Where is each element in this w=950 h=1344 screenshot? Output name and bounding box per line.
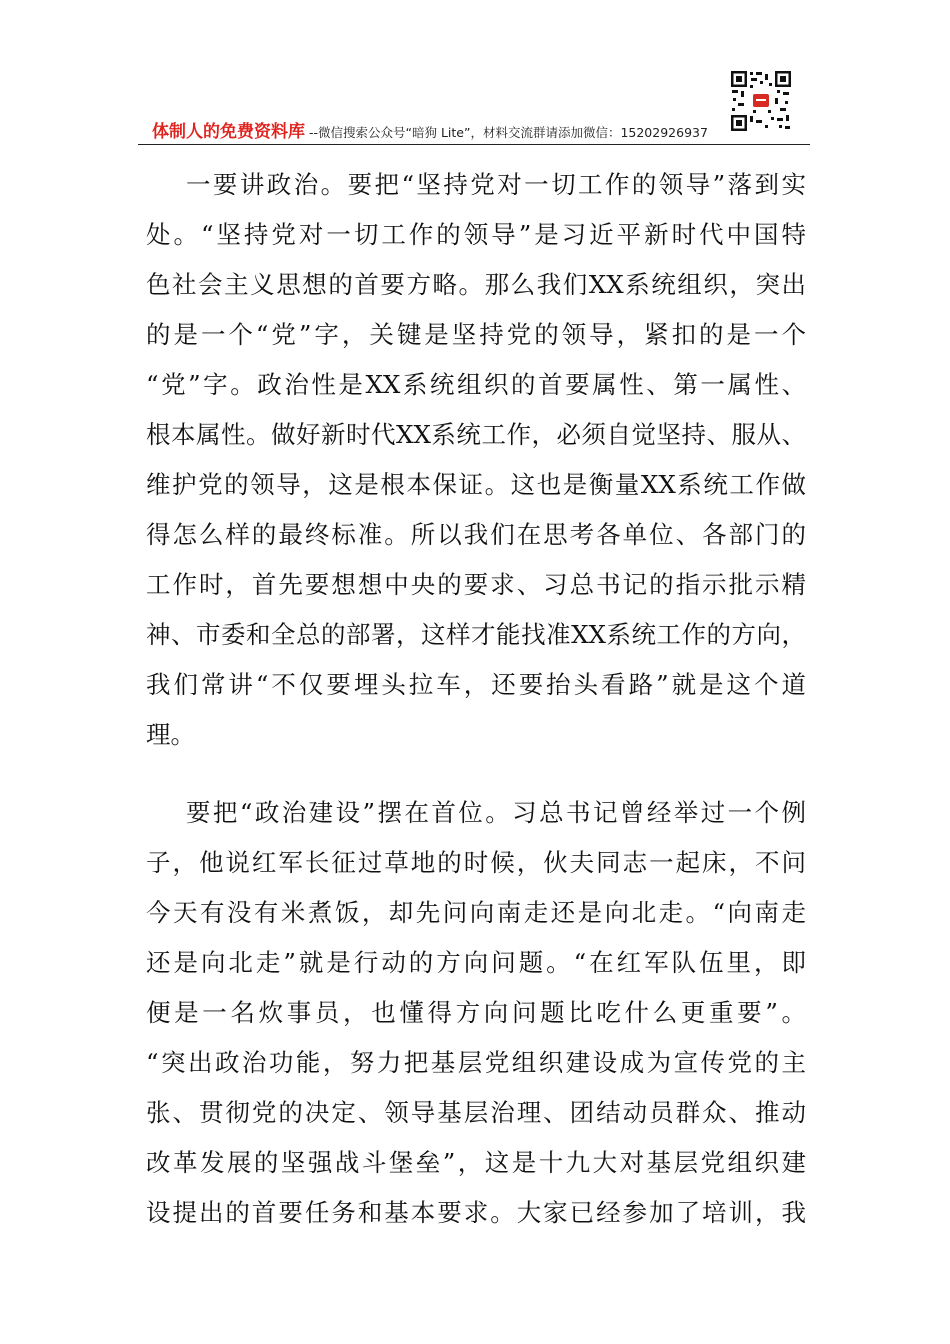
text-line: 张、贯彻党的决定、领导基层治理、团结动员群众、推动 bbox=[146, 1098, 806, 1127]
text-line: 得怎么样的最终标准。所以我们在思考各单位、各部门的 bbox=[146, 520, 806, 549]
text-line: 还是向北走”就是行动的方向问题。“在红军队伍里，即 bbox=[146, 948, 806, 977]
text-line: 色社会主义思想的首要方略。那么我们XX系统组织，突出 bbox=[146, 270, 806, 299]
header-banner bbox=[152, 122, 708, 143]
text-line: 理。 bbox=[146, 720, 195, 749]
text-line: 设提出的首要任务和基本要求。大家已经参加了培训，我 bbox=[146, 1198, 806, 1227]
header-brand: 体制人的免费资料库 bbox=[152, 122, 305, 142]
text-line: 今天有没有米煮饭，却先问向南走还是向北走。“向南走 bbox=[146, 898, 806, 927]
page-header bbox=[138, 70, 810, 146]
text-line: 我们常讲“不仅要埋头拉车，还要抬头看路”就是这个道 bbox=[146, 670, 806, 699]
text-line: 处。“坚持党对一切工作的领导”是习近平新时代中国特 bbox=[146, 220, 806, 249]
text-line: 要把“政治建设”摆在首位。习总书记曾经举过一个例 bbox=[186, 798, 806, 827]
header-divider bbox=[138, 144, 810, 145]
paragraph-1 bbox=[146, 160, 806, 760]
text-line: 维护党的领导，这是根本保证。这也是衡量XX系统工作做 bbox=[146, 470, 806, 499]
text-line: 神、市委和全总的部署，这样才能找准XX系统工作的方向， bbox=[146, 620, 806, 649]
text-line: 改革发展的坚强战斗堡垒”，这是十九大对基层党组织建 bbox=[146, 1148, 806, 1177]
document-body bbox=[146, 160, 806, 1266]
text-line: “突出政治功能，努力把基层党组织建设成为宣传党的主 bbox=[146, 1048, 806, 1077]
text-line: 的是一个“党”字，关键是坚持党的领导，紧扣的是一个 bbox=[146, 320, 806, 349]
text-line: 工作时，首先要想想中央的要求、习总书记的指示批示精 bbox=[146, 570, 806, 599]
qr-code-icon bbox=[730, 70, 792, 132]
text-line: 一要讲政治。要把“坚持党对一切工作的领导”落到实 bbox=[186, 170, 806, 199]
text-line: 根本属性。做好新时代XX系统工作，必须自觉坚持、服从、 bbox=[146, 420, 806, 449]
text-line: 子，他说红军长征过草地的时候，伙夫同志一起床，不问 bbox=[146, 848, 806, 877]
text-line: 便是一名炊事员，也懂得方向问题比吃什么更重要”。 bbox=[146, 998, 806, 1027]
text-line: “党”字。政治性是XX系统组织的首要属性、第一属性、 bbox=[146, 370, 806, 399]
paragraph-2 bbox=[146, 788, 806, 1238]
header-tagline: --微信搜索公众号“暗狗 Lite”，材料交流群请添加微信：15202926937 bbox=[305, 125, 708, 140]
